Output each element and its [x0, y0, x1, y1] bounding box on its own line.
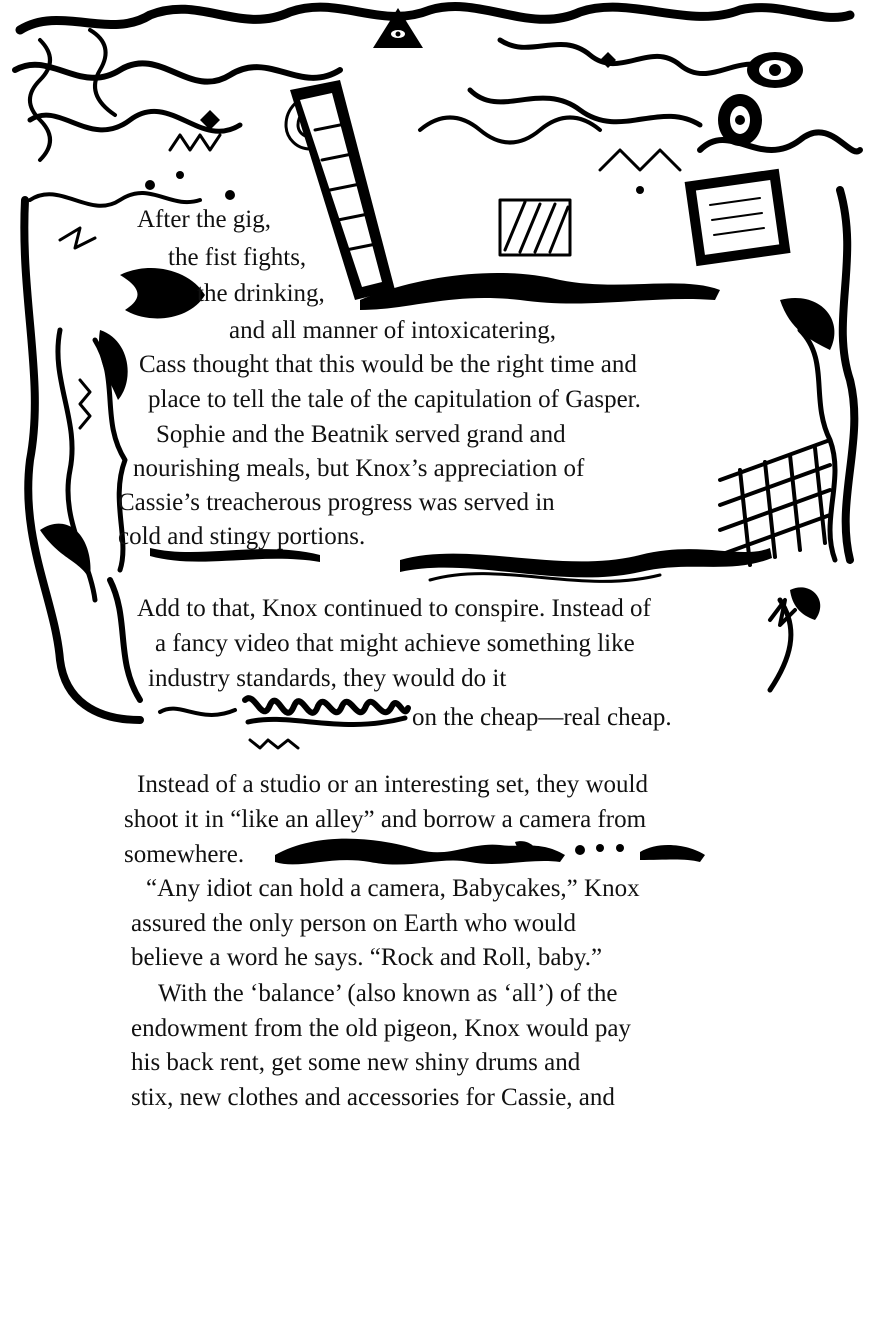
story-line: Cass thought that this would be the right time and — [139, 351, 637, 378]
story-line: the drinking, — [197, 280, 325, 307]
wave-brushstroke-icon — [150, 548, 772, 581]
right-doodle-frame — [720, 190, 854, 690]
story-line: industry standards, they would do it — [148, 665, 507, 692]
story-line: believe a word he says. “Rock and Roll, baby.” — [131, 944, 603, 971]
story-line: “Any idiot can hold a camera, Babycakes,” Knox — [146, 875, 640, 902]
story-line: cold and stingy portions. — [118, 523, 366, 550]
brushstroke-decoration — [275, 839, 705, 865]
scribble-icon — [160, 698, 408, 748]
story-line: stix, new clothes and accessories for Cassie, and — [131, 1084, 615, 1111]
story-line: his back rent, get some new shiny drums and — [131, 1049, 581, 1076]
eye-icon — [747, 52, 803, 88]
story-line: Add to that, Knox continued to conspire. Instead of — [137, 595, 651, 622]
story-line: shoot it in “like an alley” and borrow a camera from — [124, 806, 647, 833]
story-line: the fist fights, — [168, 244, 307, 271]
story-line: With the ‘balance’ (also known as ‘all’) of the — [158, 980, 618, 1007]
story-line: After the gig, — [137, 206, 271, 233]
story-line: somewhere. — [124, 841, 245, 868]
story-line: Sophie and the Beatnik served grand and — [156, 421, 566, 448]
left-doodle-frame — [24, 200, 140, 720]
story-line: place to tell the tale of the capitulation of Gasper. — [148, 386, 641, 413]
story-line: Cassie’s treacherous progress was served in — [118, 489, 555, 516]
top-doodle-band — [15, 7, 860, 319]
story-line: a fancy video that might achieve something like — [155, 630, 635, 657]
story-line: and all manner of intoxicatering, — [229, 317, 556, 344]
story-line: on the cheap—real cheap. — [412, 704, 672, 731]
story-line: Instead of a studio or an interesting set, they would — [137, 771, 648, 798]
story-line: endowment from the old pigeon, Knox would pay — [131, 1015, 631, 1042]
story-line: nourishing meals, but Knox’s appreciation of — [133, 455, 585, 482]
story-line: assured the only person on Earth who would — [131, 910, 577, 937]
